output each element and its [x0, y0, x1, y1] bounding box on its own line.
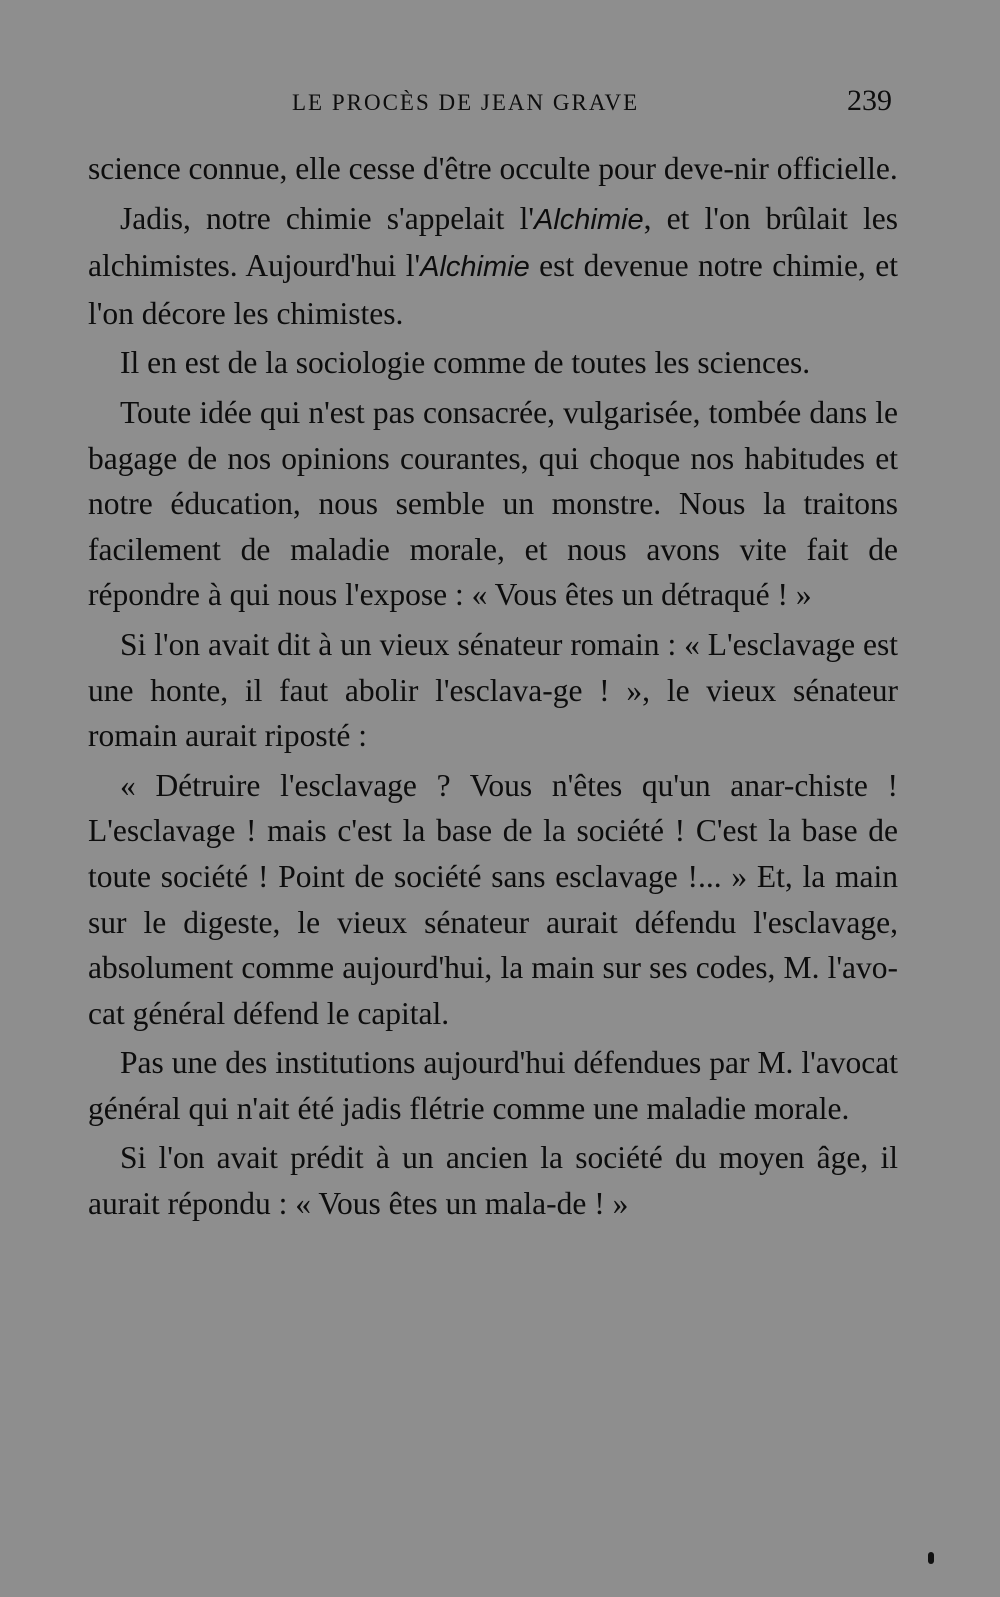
italic-term: Alchimie — [420, 251, 530, 284]
paragraph — [88, 390, 898, 618]
text-run: « Détruire l'esclavage ? Vous n'êtes qu'un anar-chiste ! L'esclavage ! mais c'est la base de la société ! C'est la base de toute société ! Point de société sans esclavage !... » Et, la main sur le digeste, le vieux sénateur aurait défendu l'esclavage, absolument comme aujourd'hui, la main sur ses codes, M. l'avo-cat général défend le capital. — [88, 767, 898, 1031]
running-title: LE PROCÈS DE JEAN GRAVE — [292, 90, 640, 115]
ink-speck — [928, 1552, 934, 1564]
text-run: est devenue notre chimie, et l'on décore les chimistes. — [88, 248, 899, 331]
text-run: science connue, elle cesse d'être occulte pour deve-nir officielle. — [88, 151, 898, 186]
paragraph — [88, 763, 898, 1037]
text-run: , et l'on brûlait les alchimistes. Aujourd'hui l' — [88, 200, 898, 284]
text-run: Pas une des institutions aujourd'hui défendues par M. l'avocat général qui n'ait été jadis flétrie comme une maladie morale. — [88, 1045, 898, 1126]
body-text — [88, 146, 898, 1231]
text-run: Si l'on avait prédit à un ancien la société du moyen âge, il aurait répondu : « Vous êtes un mala-de ! » — [88, 1140, 898, 1222]
paragraph — [88, 1040, 898, 1131]
italic-term: Alchimie — [534, 203, 644, 236]
page-number: 239 — [847, 84, 892, 117]
paragraph — [88, 1135, 898, 1226]
paragraph — [88, 340, 898, 386]
running-head — [88, 84, 896, 124]
text-run: Si l'on avait dit à un vieux sénateur romain : « L'esclavage est une honte, il faut abolir l'esclava-ge ! », le vieux sénateur romain aurait riposté : — [88, 626, 898, 754]
text-run: Toute idée qui n'est pas consacrée, vulgarisée, tombée dans le bagage de nos opinions courantes, qui choque nos habitudes et notre éducation, nous semble un monstre. Nous la traitons facilement de maladie morale, et nous avons vite fait de répondre à qui nous l'expose : « Vous êtes un détraqué ! » — [88, 394, 898, 613]
text-run: Jadis, notre chimie s'appelait l' — [120, 200, 535, 236]
paragraph — [88, 146, 898, 192]
paragraph — [88, 196, 898, 337]
paragraph — [88, 622, 898, 759]
text-run: Il en est de la sociologie comme de toutes les sciences. — [120, 345, 811, 381]
